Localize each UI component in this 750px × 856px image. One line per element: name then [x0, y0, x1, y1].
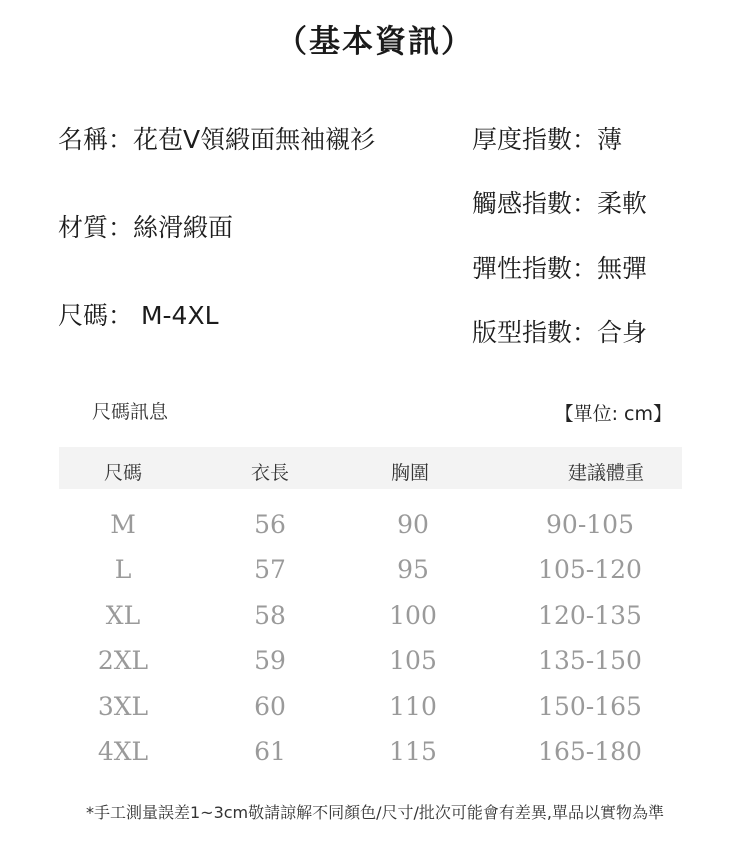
- thickness-index: 厚度指數：薄: [472, 125, 623, 154]
- cell-weight: 90-105: [546, 510, 634, 539]
- cell-chest: 95: [397, 555, 429, 585]
- page-title: （基本資訊）: [276, 24, 474, 60]
- product-material: 材質：絲滑緞面: [58, 213, 234, 242]
- product-name: 名稱：花苞V領緞面無袖襯衫: [58, 125, 376, 154]
- cell-size: M: [110, 510, 136, 539]
- cell-chest: 110: [389, 691, 437, 721]
- cell-chest: 100: [389, 600, 437, 630]
- cell-size: XL: [105, 600, 141, 630]
- cell-length: 59: [254, 646, 286, 676]
- cell-size: 3XL: [97, 691, 149, 721]
- cell-size: 2XL: [97, 646, 149, 676]
- header-weight: 建議體重: [567, 462, 645, 484]
- header-size: 尺碼: [103, 462, 143, 484]
- cell-length: 57: [254, 555, 286, 585]
- cell-length: 60: [254, 691, 286, 721]
- table-row: [0, 601, 750, 641]
- touch-index: 觸感指數：柔軟: [472, 189, 648, 218]
- size-section-label: 尺碼訊息: [92, 401, 169, 423]
- header-length: 衣長: [250, 462, 290, 484]
- cell-weight: 165-180: [538, 737, 642, 766]
- footnote: *手工測量誤差1~3cm敬請諒解不同顏色/尺寸/批次可能會有差異,單品以實物為準: [85, 803, 665, 822]
- cell-chest: 90: [397, 510, 429, 539]
- cell-size: 4XL: [97, 737, 149, 766]
- cell-length: 56: [254, 510, 286, 539]
- cell-weight: 105-120: [538, 555, 642, 585]
- cell-weight: 135-150: [538, 646, 642, 676]
- table-row: [0, 510, 750, 550]
- cell-chest: 105: [389, 646, 437, 676]
- elasticity-index: 彈性指數：無彈: [472, 254, 648, 283]
- cell-length: 61: [254, 737, 286, 766]
- cell-size: L: [114, 555, 132, 585]
- cell-weight: 150-165: [538, 691, 642, 721]
- fit-index: 版型指數：合身: [472, 318, 648, 347]
- header-chest: 胸圍: [390, 462, 430, 484]
- cell-chest: 115: [389, 737, 437, 766]
- product-size-range: 尺碼： M-4XL: [58, 301, 219, 330]
- table-row: [0, 737, 750, 777]
- table-row: [0, 555, 750, 595]
- cell-length: 58: [254, 600, 286, 630]
- unit-label: 【單位: cm】: [554, 403, 672, 425]
- cell-weight: 120-135: [538, 600, 642, 630]
- table-row: [0, 646, 750, 686]
- table-row: [0, 692, 750, 732]
